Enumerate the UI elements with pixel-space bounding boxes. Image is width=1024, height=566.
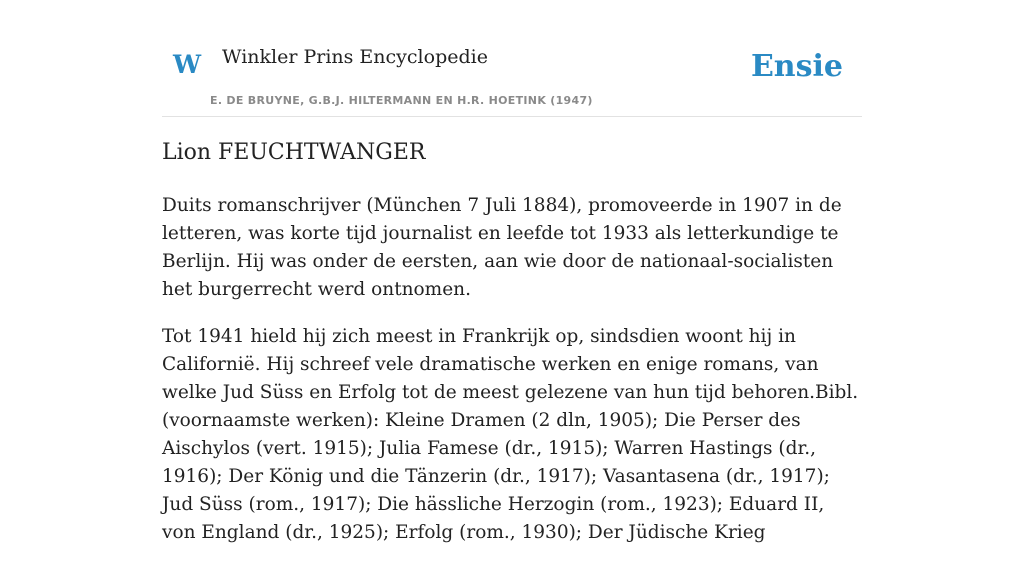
article-title: Lion FEUCHTWANGER [162,140,426,165]
brand-logo[interactable]: Ensie [750,49,843,84]
publication-authors: E. DE BRUYNE, G.B.J. HILTERMANN EN H.R. HOETINK (1947) [210,94,593,107]
publication-title[interactable]: Winkler Prins Encyclopedie [222,46,488,68]
publication-logo[interactable]: W [173,50,202,79]
article-body [162,192,862,566]
article-paragraph: Duits romanschrijver (München 7 Juli 1884), promoveerde in 1907 in de letteren, was korte tijd journalist en leefde tot 1933 als letterkundige te Berlijn. Hij was onder de eersten, aan wie door de nationaal-socialisten het burgerrecht werd ontnomen. [162,195,842,300]
article-paragraph: Tot 1941 hield hij zich meest in Frankrijk op, sindsdien woont hij in Californië. Hij schreef vele dramatische werken en enige romans, van welke Jud Süss en Erfolg tot de meest gelezene van hun tijd behoren.Bibl. (voornaamste werken): Kleine Dramen (2 dln, 1905); Die Perser des Aischylos (vert. 1915); Julia Famese (dr., 1915); Warren Hastings (dr., 1916); Der König und die Tänzerin (dr., 1917); Vasantasena (dr., 1917); Jud Süss (rom., 1917); Die hässliche Herzogin (rom., 1923); Eduard II, von England (dr., 1925); Erfolg (rom., 1930); Der Jüdische Krieg [162,326,859,543]
site-header [162,0,862,117]
